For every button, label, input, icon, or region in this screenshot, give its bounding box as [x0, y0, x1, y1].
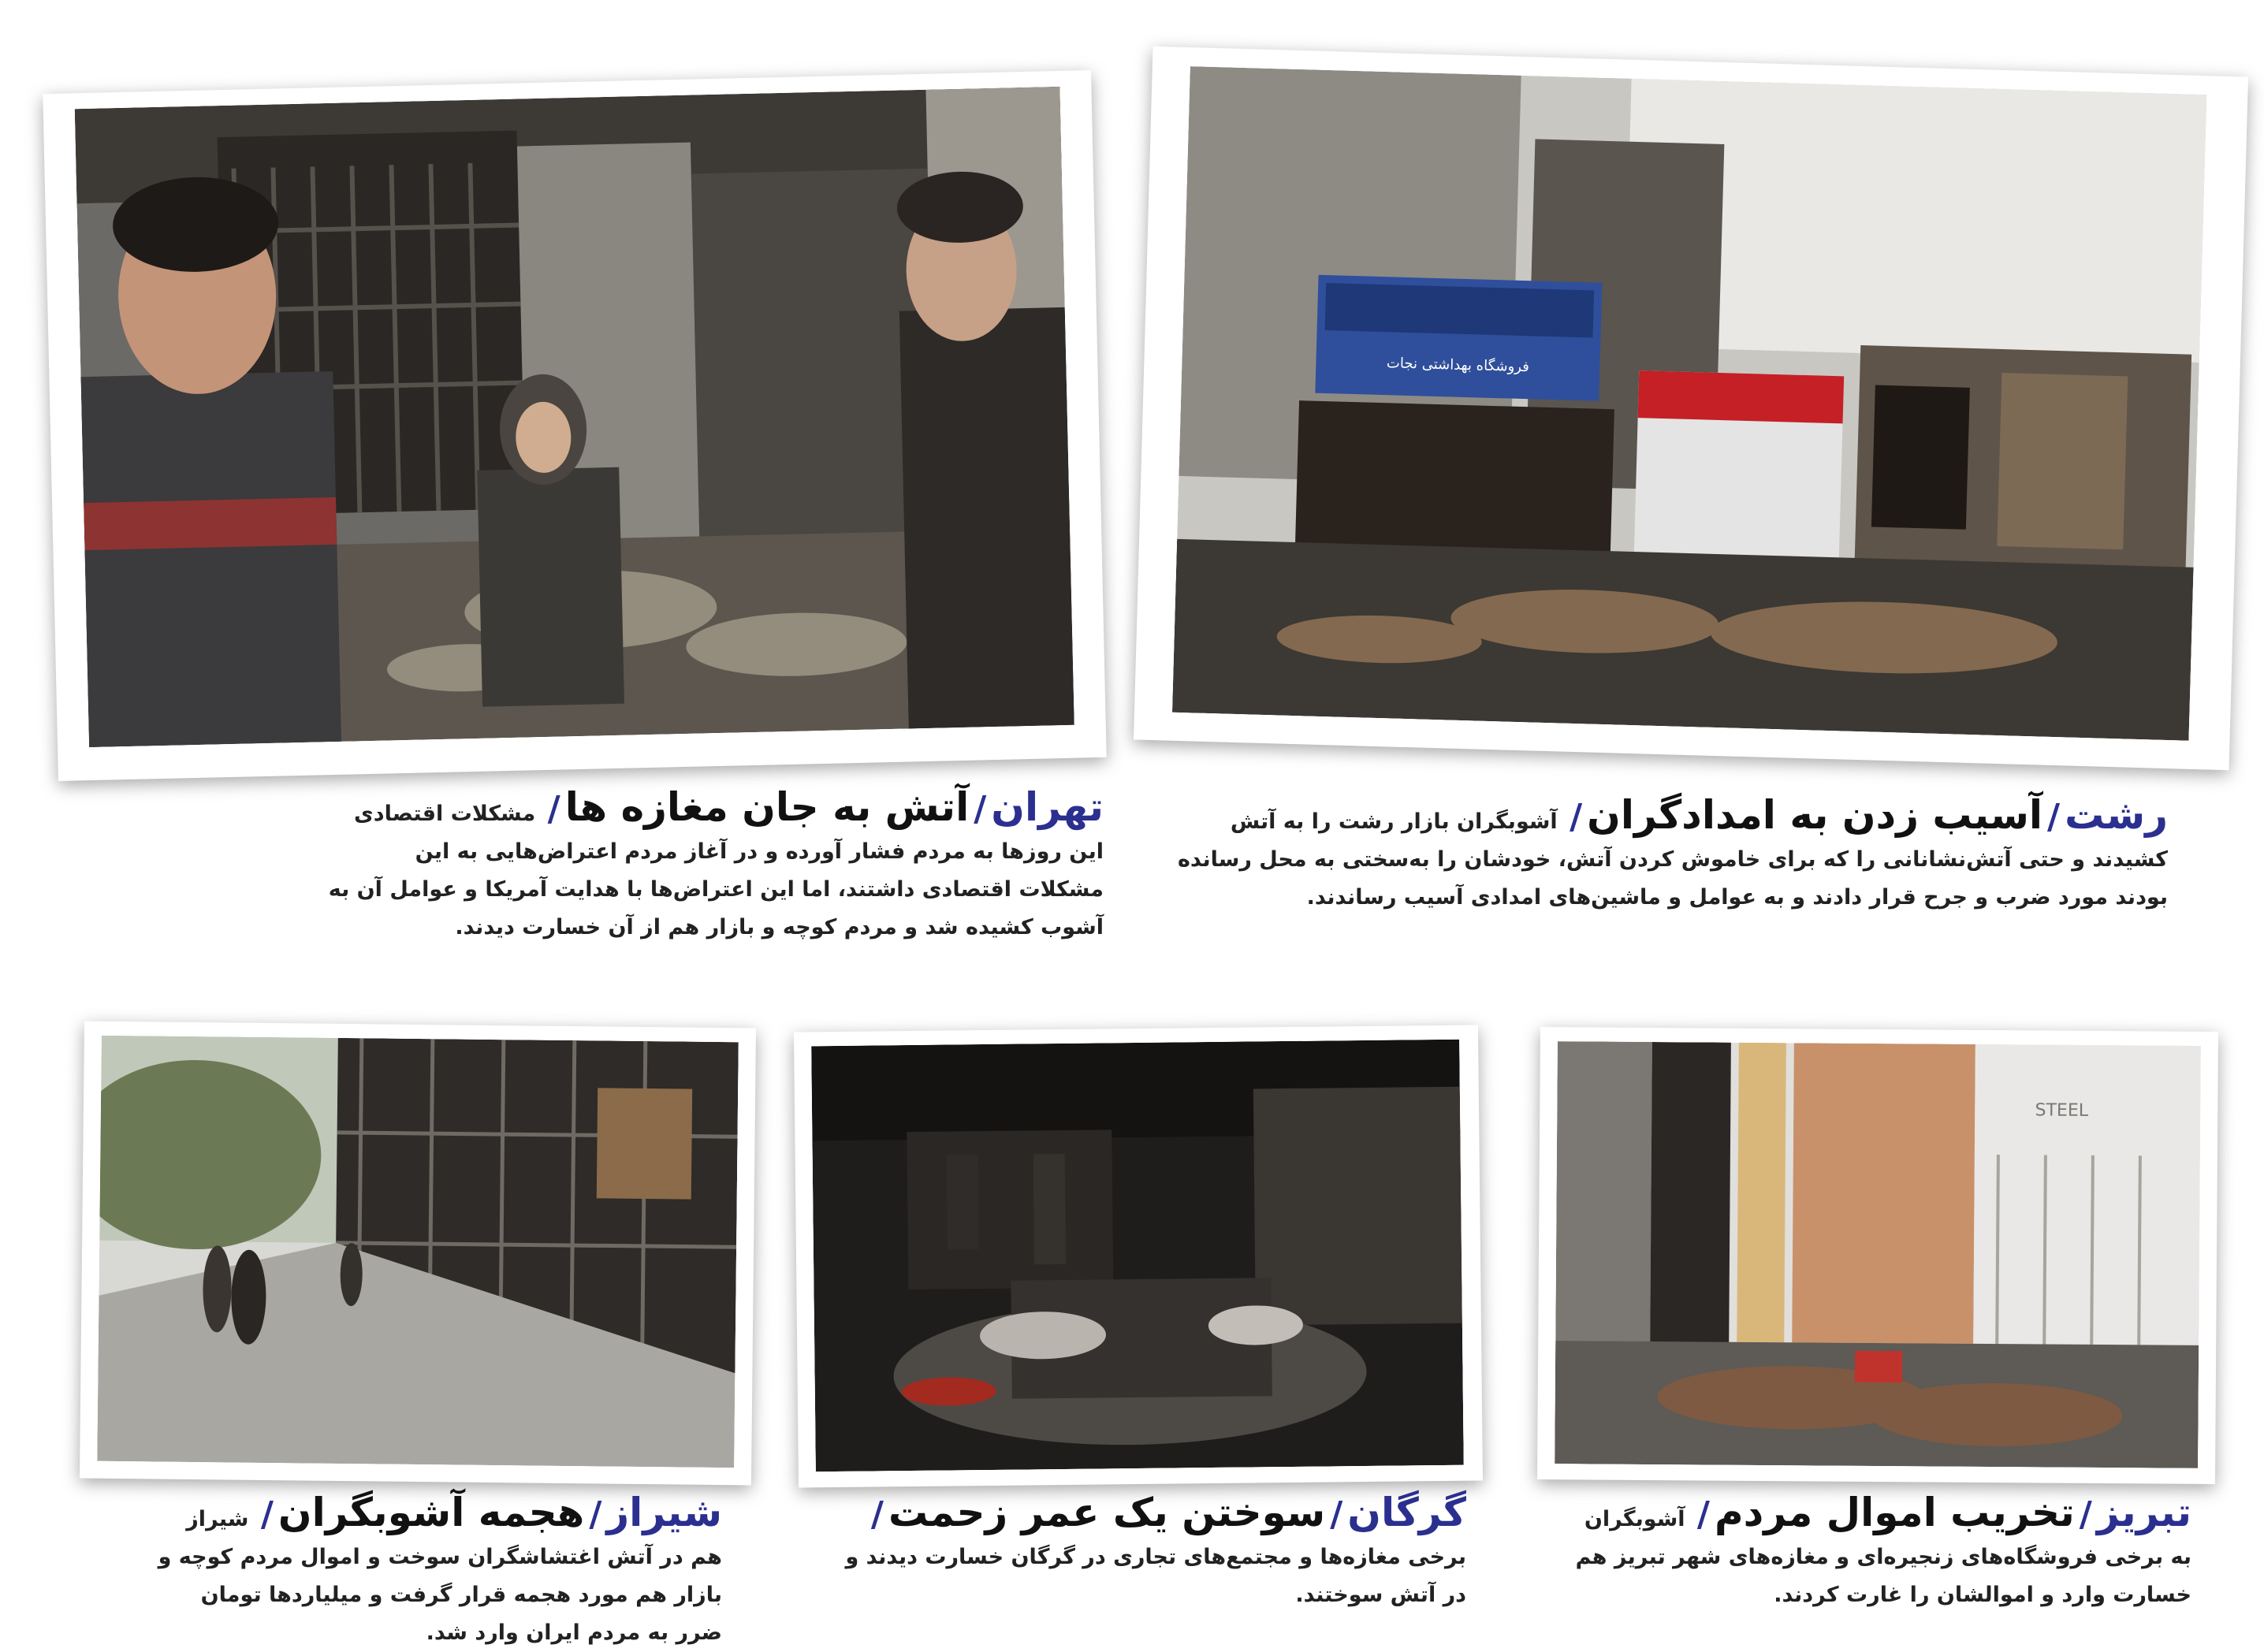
caption-gorgan-title: سوختن یک عمر زحمت	[888, 1490, 1326, 1535]
caption-tabriz-slash-2: /	[1696, 1494, 1710, 1535]
caption-tabriz-city: تبریز	[2096, 1490, 2191, 1535]
caption-shiraz-title: هجمه آشوبگران	[277, 1490, 585, 1535]
tabriz-scene-image	[1555, 1041, 2201, 1468]
caption-gorgan-text: برخی مغازه‌ها و مجتمع‌های تجاری در گرگان خسارت دیدند و در آتش سوختند.	[845, 1545, 1466, 1607]
caption-rasht-text: آشوبگران بازار رشت را به آتش کشیدند و حتی آتش‌نشانانی را که برای خاموش کردن آتش، خودشان را به‌سختی به محل رسانده بودند مورد ضرب و جرح قرار دادند و به عوامل و ماشین‌های امدادی آسیب رساندند.	[1177, 809, 2168, 910]
caption-tehran	[323, 784, 1104, 947]
photo-rasht-burned-bazaar	[1172, 66, 2206, 741]
photo-card-rasht	[1134, 47, 2248, 770]
caption-tabriz	[1561, 1490, 2191, 1614]
photo-tehran-burned-shops	[75, 87, 1074, 747]
shiraz-scene-image	[97, 1036, 739, 1468]
caption-tehran-text: مشکلات اقتصادی این روزها به مردم فشار آورده و در آغاز مردم اعتراض‌هایی به این مشکلات اقتصادی داشتند، اما این اعتراض‌ها با هدایت آمریکا و عوامل آن به آشوب کشیده شد و مردم کوچه و بازار هم از آن خسارت دیدند.	[328, 802, 1104, 939]
caption-tehran-slash-2: /	[547, 789, 560, 829]
caption-shiraz	[155, 1490, 722, 1652]
rasht-scene-image	[1172, 66, 2206, 741]
caption-gorgan-slash-2: /	[870, 1494, 884, 1535]
caption-rasht-slash: /	[2047, 797, 2061, 837]
caption-tehran-city: تهران	[991, 784, 1104, 830]
photo-shiraz-burned-street	[97, 1036, 739, 1468]
caption-gorgan	[820, 1490, 1466, 1614]
caption-tehran-slash: /	[974, 789, 987, 829]
caption-tabriz-slash: /	[2079, 1494, 2092, 1535]
caption-tabriz-title: تخریب اموال مردم	[1714, 1490, 2075, 1535]
caption-shiraz-city: شیراز	[606, 1490, 722, 1535]
photo-card-tehran	[43, 70, 1106, 781]
photo-card-shiraz	[80, 1021, 756, 1486]
photo-tabriz-burned-store	[1555, 1041, 2201, 1468]
rasht-shop-sign: فروشگاه بهداشتی نجات	[1386, 355, 1530, 376]
gorgan-scene-image	[811, 1040, 1464, 1472]
tabriz-shop-sign: STEEL	[2035, 1100, 2089, 1121]
caption-tabriz-text: آشوبگران به برخی فروشگاه‌های زنجیره‌ای و مغازه‌های شهر تبریز هم خسارت وارد و اموالشان را غارت کردند.	[1575, 1507, 2191, 1607]
caption-gorgan-slash: /	[1330, 1494, 1343, 1535]
caption-shiraz-text: شیراز هم در آتش اغتشاشگران سوخت و اموال مردم کوچه و بازار هم مورد هجمه قرار گرفت و میلیاردها تومان ضرر به مردم ایران وارد شد.	[158, 1507, 722, 1645]
caption-rasht-slash-2: /	[1570, 797, 1583, 837]
caption-rasht-city: رشت	[2065, 792, 2168, 838]
caption-gorgan-city: گرگان	[1347, 1490, 1466, 1535]
photo-card-tabriz	[1537, 1027, 2218, 1484]
photo-gorgan-burned-interior	[811, 1040, 1464, 1472]
caption-rasht-title: آسیب زدن به امدادگران	[1587, 792, 2043, 838]
tehran-scene-image	[75, 87, 1074, 747]
caption-rasht	[1159, 792, 2168, 917]
caption-tehran-title: آتش به جان مغازه ها	[564, 784, 970, 830]
photo-card-gorgan	[794, 1025, 1483, 1487]
caption-shiraz-slash: /	[589, 1494, 602, 1535]
caption-shiraz-slash-2: /	[260, 1494, 274, 1535]
